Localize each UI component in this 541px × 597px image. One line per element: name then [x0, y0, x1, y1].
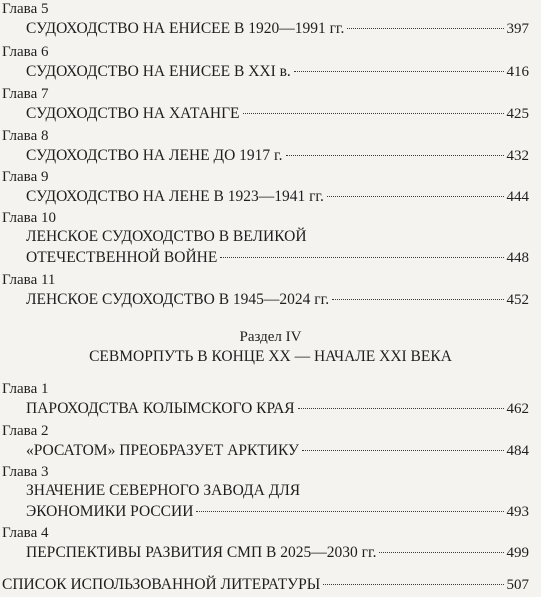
dot-leader [286, 154, 504, 156]
chapter-label: Глава 5 [2, 1, 49, 17]
chapter-label: Глава 11 [2, 272, 56, 288]
toc-entry[interactable] [26, 61, 529, 83]
dot-leader [243, 112, 504, 114]
chapter-label: Глава 4 [2, 525, 49, 541]
chapter-label: Глава 10 [2, 210, 56, 226]
dot-leader [323, 583, 503, 585]
toc-entry[interactable] [26, 398, 529, 420]
dot-leader [196, 510, 503, 512]
entry-title: СУДОХОДСТВО НА ЕНИСЕЕ В XXI в. [26, 63, 291, 80]
toc-entry[interactable] [26, 247, 529, 269]
dot-leader [379, 551, 503, 553]
entry-title: СУДОХОДСТВО НА ЕНИСЕЕ В 1920—1991 гг. [26, 20, 345, 37]
dot-leader [347, 27, 503, 29]
entry-page: 425 [506, 106, 529, 122]
entry-page: 432 [506, 148, 529, 164]
toc-entry[interactable] [26, 103, 529, 125]
entry-title: ПАРОХОДСТВА КОЛЫМСКОГО КРАЯ [26, 400, 295, 417]
entry-page: 452 [506, 292, 529, 308]
entry-title: «РОСАТОМ» ПРЕОБРАЗУЕТ АРКТИКУ [26, 442, 300, 459]
section-title[interactable]: СЕВМОРПУТЬ В КОНЦЕ XX — НАЧАЛЕ XXI ВЕКА [89, 348, 452, 365]
entry-title: ЭКОНОМИКИ РОССИИ [26, 503, 194, 520]
chapter-label: Глава 2 [2, 423, 49, 439]
entry-page: 484 [506, 443, 529, 459]
entry-title-line1[interactable]: ЛЕНСКОЕ СУДОХОДСТВО В ВЕЛИКОЙ [26, 228, 307, 245]
entry-title-line1[interactable]: ЗНАЧЕНИЕ СЕВЕРНОГО ЗАВОДА ДЛЯ [26, 482, 301, 499]
entry-title: СУДОХОДСТВО НА ЛЕНЕ В 1923—1941 гг. [26, 188, 324, 205]
entry-title: ОТЕЧЕСТВЕННОЙ ВОЙНЕ [26, 249, 218, 266]
chapter-label: Глава 8 [2, 128, 49, 144]
entry-page: 462 [506, 401, 529, 417]
entry-page: 416 [506, 64, 529, 80]
bibliography-entry[interactable] [2, 574, 529, 596]
chapter-label: Глава 9 [2, 169, 49, 185]
dot-leader [302, 449, 503, 451]
chapter-label: Глава 1 [2, 381, 49, 397]
entry-page: 493 [506, 504, 529, 520]
chapter-label: Глава 3 [2, 464, 49, 480]
dot-leader [220, 256, 503, 258]
entry-title: СУДОХОДСТВО НА ЛЕНЕ ДО 1917 г. [26, 147, 283, 164]
bibliography-page: 507 [506, 577, 529, 593]
toc-entry[interactable] [26, 501, 529, 523]
dot-leader [332, 298, 503, 300]
chapter-label: Глава 6 [2, 44, 49, 60]
dot-leader [294, 70, 504, 72]
dot-leader [327, 195, 504, 197]
entry-page: 397 [506, 21, 529, 37]
toc-entry[interactable] [26, 18, 529, 40]
toc-entry[interactable] [26, 145, 529, 167]
entry-title: ПЕРСПЕКТИВЫ РАЗВИТИЯ СМП В 2025—2030 гг. [26, 544, 377, 561]
toc-entry[interactable] [26, 542, 529, 564]
chapter-label: Глава 7 [2, 86, 49, 102]
entry-page: 448 [506, 250, 529, 266]
entry-page: 499 [506, 545, 529, 561]
section-label: Раздел IV [239, 329, 302, 345]
dot-leader [298, 407, 504, 409]
toc-entry[interactable] [26, 289, 529, 311]
entry-page: 444 [506, 189, 529, 205]
entry-title: СУДОХОДСТВО НА ХАТАНГЕ [26, 105, 240, 122]
bibliography-title: СПИСОК ИСПОЛЬЗОВАННОЙ ЛИТЕРАТУРЫ [2, 576, 321, 593]
entry-title: ЛЕНСКОЕ СУДОХОДСТВО В 1945—2024 гг. [26, 291, 330, 308]
toc-entry[interactable] [26, 186, 529, 208]
toc-entry[interactable] [26, 440, 529, 462]
